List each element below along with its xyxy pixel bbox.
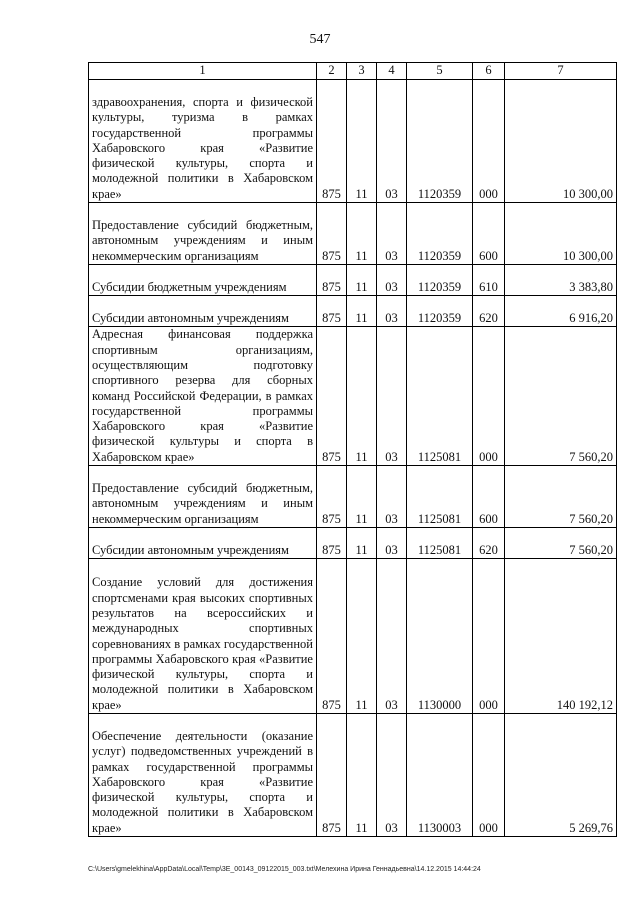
cell-amount: 7 560,20 <box>505 466 617 528</box>
cell-subsection: 03 <box>377 327 407 466</box>
cell-subsection: 03 <box>377 528 407 559</box>
table-row <box>89 203 617 265</box>
row-description: Обеспечение деятельности (оказание услуг) подведомственных учреждений в рамках государственной программы Хабаровского края «Развитие физической культуры, спорта и молодежной политики в Хабаровском крае» <box>89 714 317 837</box>
cell-amount: 10 300,00 <box>505 203 617 265</box>
row-description: Субсидии автономным учреждениям <box>89 528 317 559</box>
col-header-1: 1 <box>89 63 317 80</box>
row-description: здравоохранения, спорта и физической культуры, туризма в рамках государственной программы Хабаровского края «Развитие физической культуры, спорта и молодежной политики в Хабаровском крае» <box>89 80 317 203</box>
cell-target-article: 1125081 <box>407 327 473 466</box>
cell-ministry-code: 875 <box>317 327 347 466</box>
cell-subsection: 03 <box>377 80 407 203</box>
cell-subsection: 03 <box>377 296 407 327</box>
row-description: Предоставление субсидий бюджетным, автономным учреждениям и иным некоммерческим организациям <box>89 466 317 528</box>
cell-expense-type: 000 <box>473 559 505 714</box>
cell-section: 11 <box>347 203 377 265</box>
cell-ministry-code: 875 <box>317 296 347 327</box>
cell-amount: 140 192,12 <box>505 559 617 714</box>
cell-target-article: 1130000 <box>407 559 473 714</box>
cell-subsection: 03 <box>377 203 407 265</box>
cell-target-article: 1120359 <box>407 296 473 327</box>
file-path-footer: C:\Users\gmelekhina\AppData\Local\Temp\3E_00143_09122015_003.txt\Мелехина Ирина Геннадьевна\14.12.2015 14:44:24 <box>88 866 481 873</box>
cell-section: 11 <box>347 714 377 837</box>
cell-expense-type: 000 <box>473 714 505 837</box>
row-description: Субсидии бюджетным учреждениям <box>89 265 317 296</box>
col-header-5: 5 <box>407 63 473 80</box>
cell-section: 11 <box>347 265 377 296</box>
cell-ministry-code: 875 <box>317 559 347 714</box>
cell-target-article: 1120359 <box>407 80 473 203</box>
cell-target-article: 1130003 <box>407 714 473 837</box>
col-header-2: 2 <box>317 63 347 80</box>
cell-ministry-code: 875 <box>317 466 347 528</box>
cell-amount: 10 300,00 <box>505 80 617 203</box>
cell-ministry-code: 875 <box>317 714 347 837</box>
cell-target-article: 1120359 <box>407 203 473 265</box>
cell-amount: 6 916,20 <box>505 296 617 327</box>
cell-ministry-code: 875 <box>317 528 347 559</box>
cell-ministry-code: 875 <box>317 203 347 265</box>
cell-target-article: 1125081 <box>407 528 473 559</box>
cell-expense-type: 620 <box>473 528 505 559</box>
cell-subsection: 03 <box>377 466 407 528</box>
row-description: Адресная финансовая поддержка спортивным организациям, осуществляющим подготовку спортивного резерва для сборных команд Российской Федерации, в рамках государственной программы Хабаровского края «Развитие физической культуры и спорта в Хабаровском крае» <box>89 327 317 466</box>
cell-expense-type: 620 <box>473 296 505 327</box>
budget-table <box>88 62 617 837</box>
cell-expense-type: 600 <box>473 466 505 528</box>
cell-expense-type: 600 <box>473 203 505 265</box>
table-row <box>89 714 617 837</box>
cell-ministry-code: 875 <box>317 265 347 296</box>
cell-amount: 3 383,80 <box>505 265 617 296</box>
col-header-6: 6 <box>473 63 505 80</box>
cell-section: 11 <box>347 559 377 714</box>
cell-section: 11 <box>347 528 377 559</box>
cell-target-article: 1125081 <box>407 466 473 528</box>
cell-subsection: 03 <box>377 559 407 714</box>
cell-amount: 5 269,76 <box>505 714 617 837</box>
cell-expense-type: 000 <box>473 80 505 203</box>
row-description: Субсидии автономным учреждениям <box>89 296 317 327</box>
col-header-7: 7 <box>505 63 617 80</box>
cell-amount: 7 560,20 <box>505 528 617 559</box>
cell-expense-type: 610 <box>473 265 505 296</box>
row-description: Предоставление субсидий бюджетным, автономным учреждениям и иным некоммерческим организациям <box>89 203 317 265</box>
page-number: 547 <box>309 32 331 47</box>
row-description: Создание условий для достижения спортсменами края высоких спортивных результатов на всероссийских и международных спортивных соревнованиях в рамках государственной программы Хабаровского края «Развитие физической культуры, спорта и молодежной политики в Хабаровском крае» <box>89 559 317 714</box>
cell-section: 11 <box>347 327 377 466</box>
col-header-4: 4 <box>377 63 407 80</box>
cell-subsection: 03 <box>377 265 407 296</box>
cell-ministry-code: 875 <box>317 80 347 203</box>
table-row <box>89 80 617 203</box>
table-header-row <box>89 63 617 80</box>
cell-subsection: 03 <box>377 714 407 837</box>
table-row <box>89 466 617 528</box>
table-row <box>89 265 617 296</box>
table-row <box>89 296 617 327</box>
col-header-3: 3 <box>347 63 377 80</box>
table-row <box>89 559 617 714</box>
cell-amount: 7 560,20 <box>505 327 617 466</box>
cell-expense-type: 000 <box>473 327 505 466</box>
cell-section: 11 <box>347 296 377 327</box>
cell-target-article: 1120359 <box>407 265 473 296</box>
cell-section: 11 <box>347 466 377 528</box>
cell-section: 11 <box>347 80 377 203</box>
table-row <box>89 327 617 466</box>
table-row <box>89 528 617 559</box>
